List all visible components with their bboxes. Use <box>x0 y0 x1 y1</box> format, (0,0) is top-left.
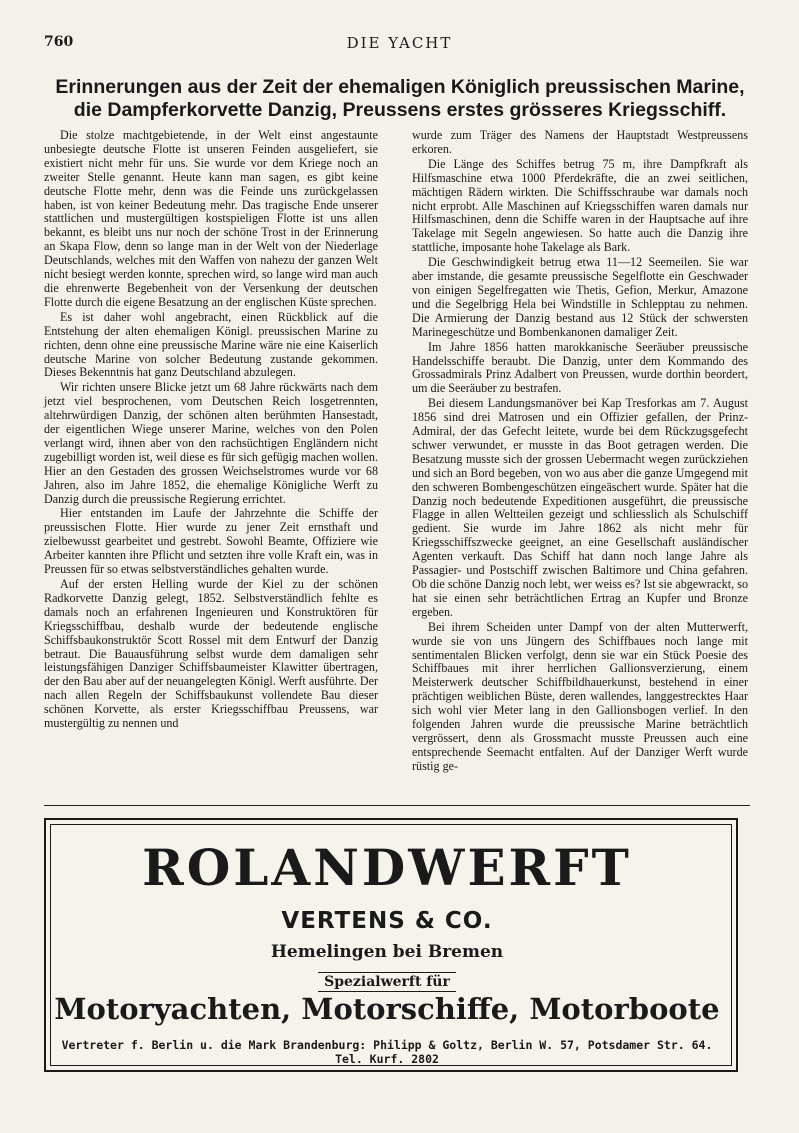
ad-representative: Vertreter f. Berlin u. die Mark Brandenburg: Philipp & Goltz, Berlin W. 57, Potsdamer Str. 64. Tel. Kurf. 2802 <box>61 1038 713 1066</box>
paragraph: Auf der ersten Helling wurde der Kiel zu der schönen Radkorvette Danzig gelegt, 1852. Selbstverständlich fehlte es damals noch an erfahrenen Ingenieuren und Konstruktören für Kriegsschiffbau, deshalb wurde der bedeutende englische Schiffsbaukonstruktör Scott Rossel mit dem Entwurf der Danzig betraut. Die Bauausführung selbst wurde dem damaligen sehr leistungsfähigen Danziger Schiffsbaumeister Klawitter übertragen, der den Bau aber auf der neuangelegten Königl. Werft ausführte. Der nach allen Regeln der Schiffsbaukunst vollendete Bau dieser schönen Korvette, als erster Kriegsschiffbau Preussens, war mustergültig zu nennen und <box>44 577 378 731</box>
paragraph: Im Jahre 1856 hatten marokkanische Seeräuber preussische Handelsschiffe beraubt. Die Danzig, unter dem Kommando des Grossadmirals Prinz Adalbert von Preussen, wurde dorthin beordert, um die Seeräuber zu bestrafen. <box>412 339 748 396</box>
ad-brand: ROLANDWERFT <box>142 838 632 897</box>
ad-specialty <box>46 974 728 990</box>
article-column-right <box>412 129 748 775</box>
ad-company: VERTENS & CO. <box>281 908 493 934</box>
ad-location: Hemelingen bei Bremen <box>270 942 504 962</box>
paragraph: Hier entstanden im Laufe der Jahrzehnte die Schiffe der preussischen Flotte. Hier wurde zu jener Zeit ernsthaft und zielbewusst gearbeitet und gestrebt. Sowohl Beamte, Offiziere wie Arbeiter kannten ihre Pflicht und setzten ihre volle Kraft ein, was in Preussen für so etwas selbstverständliches gehalten wurde. <box>44 506 378 577</box>
section-divider <box>44 805 750 806</box>
article-title-line-1: Erinnerungen aus der Zeit der ehemaligen Königlich preussischen Marine, <box>55 76 745 98</box>
advertisement-box <box>44 818 738 1072</box>
paragraph: Wir richten unsere Blicke jetzt um 68 Jahre rückwärts nach dem jetzt viel besprochenen, vom Deutschen Reich losgetrennten, altehrwürdigen Danzig, der schönen alten berühmten Hansestadt, der eigentlichen Wiege unserer Marine, welches von den Polen verlangt wird, ihnen aber von den rachsüchtigen Engländern nicht zugebilligt worden ist, weil diese es für sich gefügig machen wollen. Hier an den Gestaden des grossen Weichselstromes wurde vor 68 Jahren, also im Jahre 1852, die ehemalige Königliche Werft zu Danzig durch die preussische Regierung errichtet. <box>44 380 378 506</box>
paragraph: Bei diesem Landungsmanöver bei Kap Tresforkas am 7. August 1856 sind drei Matrosen und ein Offizier gefallen, der Prinz-Admiral, der das Gefecht leitete, wurde bei dem Rückzugsgefecht schwer verwundet, er musste in das Boot getragen werden. Die Besatzung musste sich der grossen Uebermacht wegen zurückziehen und sich an Bord begeben, von wo aus aber die ganze Umgegend mit den schweren Bombengeschützen eingeäschert wurde. Später hat die Danzig noch bedeutende Expeditionen ausgeführt, die preussische Flagge in allen Weltteilen gezeigt und schliesslich als Schulschiff gedient. Sie wurde im Jahre 1862 als nicht mehr für Kriegsschiffszwecke geeignet, an eine Gesellschaft ausländischer Agenten verkauft. Das Schiff hat dann noch lange Jahre als Passagier- und Postschiff zwischen Baltimore und China gefahren. Ob die schöne Danzig noch lebt, wer weiss es? Ist sie abgewrackt, so hat sie einen sehr beträchtlichen Ertrag an Kupfer und Bronze ergeben. <box>412 396 748 619</box>
article-column-left <box>44 129 378 732</box>
ad-products: Motoryachten, Motorschiffe, Motorboote <box>54 992 720 1026</box>
running-title: DIE YACHT <box>346 34 453 52</box>
paragraph: Die Länge des Schiffes betrug 75 m, ihre Dampfkraft als Hilfsmaschine etwa 1000 Pferdekräfte, die an zwei seitlichen, mächtigen Rädern wirkten. Die Schiffsschraube war damals noch nicht erprobt. Alle Maschinen auf Kriegsschiffen waren damals nur Hilfsmaschinen, denn die Schiffe waren in der Hauptsache auf ihre Takelage mit Segeln angewiesen. So hatte auch die Danzig ihre stattliche, imposante hohe Takelage als Bark. <box>412 156 748 255</box>
article-title-line-2: die Dampferkorvette Danzig, Preussens erstes grösseres Kriegsschiff. <box>73 99 727 121</box>
paragraph: wurde zum Träger des Namens der Hauptstadt Westpreussens erkoren. <box>412 128 748 156</box>
paragraph: Es ist daher wohl angebracht, einen Rückblick auf die Entstehung der alten ehemaligen Königl. preussischen Marine zu richten, denn ohne eine preussische Marine wäre nie eine Kaiserlich deutsche Marine von solcher Bedeutung zustande gekommen. Dieses Bekenntnis hat ganz Deutschland abzulegen. <box>44 309 378 380</box>
ad-specialty-text: Spezialwerft für <box>318 972 456 992</box>
page-number: 760 <box>44 34 74 50</box>
paragraph: Die Geschwindigkeit betrug etwa 11—12 Seemeilen. Sie war aber imstande, die gesamte preussische Segelflotte ein Geschwader von einigen Segelfregatten wie Thetis, Gefion, Merkur, Amazone und die Segelbrigg Hela bei Windstille in Schlepptau zu nehmen. Die Armierung der Danzig bestand aus 12 Stück der schwersten Marinegeschütze und Bombenkanonen damaliger Zeit. <box>412 255 748 339</box>
paragraph: Bei ihrem Scheiden unter Dampf von der alten Mutterwerft, wurde sie von uns Jüngern des Schiffbaues noch lange mit sentimentalen Blicken verfolgt, denn sie war ein Stück Poesie des Schiffbaues mit ihrer herrlichen Gallionsverzierung, einem Meisterwerk deutscher Schiffbildhauerkunst, bestehend in einer prächtigen weiblichen Büste, deren wallendes, langgestrecktes Haar sich wohl vier Meter lang in den Gallionsbogen verlief. In den folgenden Jahren wurde die preussische Marine beträchtlich vergrössert, denn als Grossmacht musste Preussen auch eine entsprechende Seemacht entfalten. Auf der Danziger Werft wurde rüstig ge- <box>412 619 748 773</box>
article-title <box>40 76 760 122</box>
paragraph: Die stolze machtgebietende, in der Welt einst angestaunte unbesiegte deutsche Flotte ist unseren Feinden ausgeliefert, sie existiert nicht mehr für uns. Sie wurde vor dem Kriege noch an zweiter Stelle genannt. Heute kann man sagen, es gibt keine deutsche Flotte mehr, denn was die Feinde uns zurückgelassen haben, ist von keiner Bedeutung mehr. Das tragische Ende unserer stattlichen und mustergültigen kostspieligen Flotte ist uns allen bekannt, es bleibt uns nur noch der schöne Trost in der Erinnerung an Skapa Flow, denn so lange man in der Welt von der Niederlage Deutschlands, welches mit den Waffen von nahezu der ganzen Welt nicht besiegt werden konnte, sprechen wird, so lange wird man auch die ehrenwerte Begebenheit von der Versenkung der deutschen Flotte durch die eigene Besatzung an der englischen Küste sprechen. <box>44 128 378 309</box>
